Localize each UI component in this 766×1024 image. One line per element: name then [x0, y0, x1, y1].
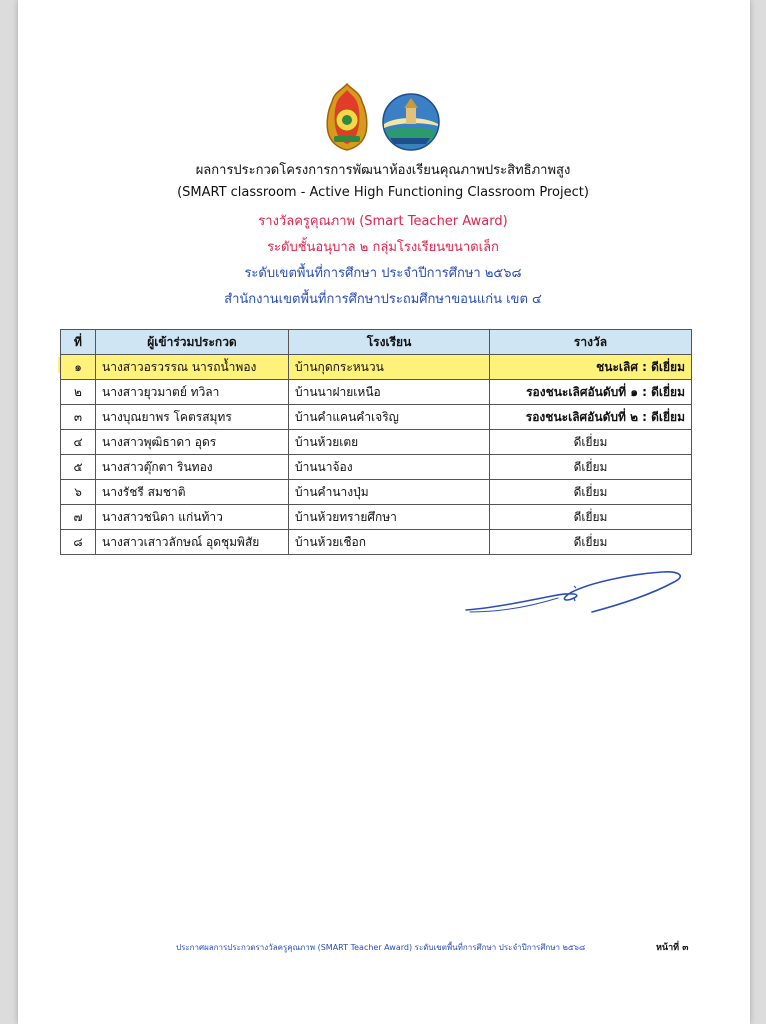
participant-name: นางสาวอรวรรณ นารถน้ำพอง — [96, 355, 289, 380]
row-number: ๘ — [61, 530, 96, 555]
school-name: บ้านห้วยเชือก — [289, 530, 490, 555]
award-title: รางวัลครูคุณภาพ (Smart Teacher Award) — [258, 214, 508, 229]
row-number: ๒ — [61, 380, 96, 405]
award-cell: ดีเยี่ยม — [490, 505, 692, 530]
table-row — [61, 455, 692, 480]
table-row — [61, 355, 692, 380]
results-table — [60, 329, 692, 555]
participant-name: นางสาวเสาวลักษณ์ อุดชุมพิสัย — [96, 530, 289, 555]
office-title: สำนักงานเขตพื้นที่การศึกษาประถมศึกษาขอนแก่น เขต ๔ — [224, 292, 542, 307]
page-number: หน้าที่ ๓ — [656, 943, 689, 953]
table-row — [61, 380, 692, 405]
signature — [462, 568, 688, 618]
table-row — [61, 530, 692, 555]
award-cell: ดีเยี่ยม — [490, 480, 692, 505]
row-number: ๓ — [61, 405, 96, 430]
column-header-school: โรงเรียน — [289, 330, 490, 355]
school-name: บ้านกุดกระหนวน — [289, 355, 490, 380]
khon-kaen-area-seal-icon — [383, 94, 439, 150]
participant-name: นางสาวยุวมาตย์ ทวิลา — [96, 380, 289, 405]
participant-name: นางรัชรี สมชาติ — [96, 480, 289, 505]
award-cell: รองชนะเลิศอันดับที่ ๒ : ดีเยี่ยม — [490, 405, 692, 430]
area-level-title: ระดับเขตพื้นที่การศึกษา ประจำปีการศึกษา ๒๕๖๘ — [244, 266, 522, 281]
school-name: บ้านคำแคนคำเจริญ — [289, 405, 490, 430]
row-number: ๔ — [61, 430, 96, 455]
row-number: ๕ — [61, 455, 96, 480]
school-name: บ้านนาจ้อง — [289, 455, 490, 480]
participant-name: นางสาวพุฒิธาดา อุดร — [96, 430, 289, 455]
logos — [320, 80, 444, 152]
table-row — [61, 405, 692, 430]
level-title: ระดับชั้นอนุบาล ๒ กลุ่มโรงเรียนขนาดเล็ก — [267, 240, 499, 255]
column-header-no: ที่ — [61, 330, 96, 355]
participant-name: นางบุณยาพร โคตรสมุทร — [96, 405, 289, 430]
participant-name: นางสาวตุ๊กตา รินทอง — [96, 455, 289, 480]
school-name: บ้านคำนางปุ่ม — [289, 480, 490, 505]
row-number: ๑ — [61, 355, 96, 380]
table-row — [61, 505, 692, 530]
award-cell: ชนะเลิศ : ดีเยี่ยม — [490, 355, 692, 380]
column-header-award: รางวัล — [490, 330, 692, 355]
award-cell: รองชนะเลิศอันดับที่ ๑ : ดีเยี่ยม — [490, 380, 692, 405]
school-name: บ้านห้วยเตย — [289, 430, 490, 455]
award-cell: ดีเยี่ยม — [490, 455, 692, 480]
row-number: ๖ — [61, 480, 96, 505]
school-name: บ้านนาฝายเหนือ — [289, 380, 490, 405]
title-line-1: ผลการประกวดโครงการการพัฒนาห้องเรียนคุณภาพประสิทธิภาพสูง — [195, 163, 571, 178]
row-number: ๗ — [61, 505, 96, 530]
table-row — [61, 430, 692, 455]
title-line-2: (SMART classroom - Active High Functioning Classroom Project) — [177, 185, 589, 200]
award-cell: ดีเยี่ยม — [490, 530, 692, 555]
school-name: บ้านห้วยทรายศึกษา — [289, 505, 490, 530]
table-header-row — [61, 330, 692, 355]
award-cell: ดีเยี่ยม — [490, 430, 692, 455]
column-header-participant: ผู้เข้าร่วมประกวด — [96, 330, 289, 355]
participant-name: นางสาวชนิดา แก่นท้าว — [96, 505, 289, 530]
obec-emblem-icon — [327, 84, 367, 150]
footer-text: ประกาศผลการประกวดรางวัลครูคุณภาพ (SMART Teacher Award) ระดับเขตพื้นที่การศึกษา ประจำปีการศึกษา ๒๕๖๘ — [176, 943, 586, 952]
table-row — [61, 480, 692, 505]
